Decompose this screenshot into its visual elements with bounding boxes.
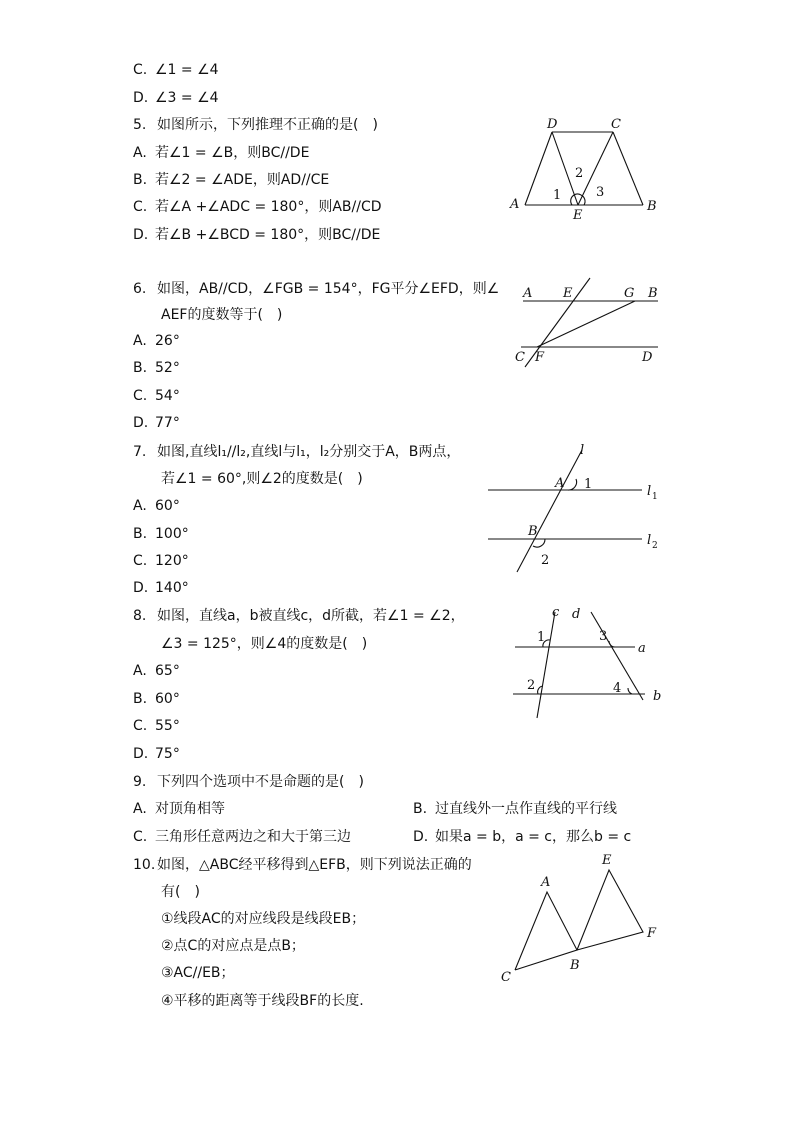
q7-label-l2-sub: 2	[652, 541, 658, 551]
q6-option-b: B. 52°	[133, 360, 180, 376]
q5-option-b: B. 若∠2 = ∠ADE，则AD//CE	[133, 172, 330, 188]
q5-stem: 5. 如图所示，下列推理不正确的是( )	[133, 117, 378, 133]
q8-line-c	[537, 612, 555, 718]
q7-label-l1: l	[647, 484, 652, 499]
q7-option-b: B. 100°	[133, 526, 189, 542]
q7-label-l: l	[580, 443, 585, 458]
q9-option-c: C. 三角形任意两边之和大于第三边	[133, 829, 351, 845]
q7-figure	[482, 440, 672, 580]
q8-option-b: B. 60°	[133, 691, 180, 707]
q8-stem-1: 8. 如图，直线a，b被直线c，d所截，若∠1 = ∠2，	[133, 608, 465, 624]
q6-figure	[505, 272, 665, 372]
q5-angle-1	[571, 195, 574, 205]
q5-option-c: C. 若∠A +∠ADC = 180°，则AB//CD	[133, 199, 382, 215]
q9-stem: 9. 下列四个选项中不是命题的是( )	[133, 774, 364, 790]
q8-angle-4	[628, 688, 632, 694]
q10-label-e: E	[602, 853, 612, 868]
q6-stem-1: 6. 如图，AB//CD，∠FGB = 154°，FG平分∠EFD，则∠	[133, 281, 500, 297]
q5-label-1: 1	[553, 188, 562, 203]
q10-triangle-abc	[515, 892, 577, 970]
q8-label-a: a	[638, 641, 646, 656]
q8-label-4: 4	[613, 681, 622, 696]
q6-option-a: A. 26°	[133, 333, 180, 349]
q8-label-c: c	[552, 605, 560, 620]
q5-angle-2	[574, 194, 581, 195]
q10-label-a: A	[541, 875, 551, 890]
q8-label-d: d	[572, 607, 581, 622]
q10-stem-1: 10. 如图，△ABC经平移得到△EFB，则下列说法正确的	[133, 857, 472, 873]
q6-option-c: C. 54°	[133, 388, 180, 404]
q10-label-f: F	[647, 926, 657, 941]
q9-option-d: D. 如果a = b，a = c，那么b = c	[413, 829, 632, 845]
q8-label-1: 1	[537, 630, 546, 645]
q10-figure	[495, 848, 670, 988]
q7-option-a: A. 60°	[133, 498, 180, 514]
q10-item-4: ④平移的距离等于线段BF的长度.	[161, 993, 364, 1009]
q8-label-3: 3	[599, 629, 608, 644]
q8-option-c: C. 55°	[133, 718, 180, 734]
q8-label-b: b	[653, 689, 662, 704]
q4-option-d: D. ∠3 = ∠4	[133, 90, 219, 106]
q9-option-b: B. 过直线外一点作直线的平行线	[413, 801, 617, 817]
q6-stem-2: AEF的度数等于( )	[161, 307, 283, 323]
q7-label-1: 1	[584, 477, 593, 492]
q6-label-b: B	[648, 286, 658, 301]
q8-angle-3	[609, 641, 615, 647]
q5-option-d: D. 若∠B +∠BCD = 180°，则BC//DE	[133, 227, 381, 243]
q6-label-a: A	[523, 286, 533, 301]
q7-option-c: C. 120°	[133, 553, 189, 569]
q6-label-f: F	[535, 350, 545, 365]
q5-line-cb	[613, 132, 643, 205]
q7-stem-1: 7. 如图,直线l₁//l₂,直线l与l₁，l₂分别交于A，B两点，	[133, 444, 461, 460]
q6-line-fg	[537, 301, 635, 347]
q6-label-e: E	[563, 286, 573, 301]
q7-option-d: D. 140°	[133, 580, 189, 596]
q5-label-d: D	[547, 117, 558, 132]
q5-label-2: 2	[575, 166, 584, 181]
q8-label-2: 2	[527, 678, 536, 693]
q10-label-c: C	[501, 970, 511, 985]
q7-label-b: B	[528, 524, 538, 539]
q10-item-2: ②点C的对应点是点B；	[161, 938, 305, 954]
q8-figure	[505, 602, 670, 722]
q6-option-d: D. 77°	[133, 415, 180, 431]
q7-label-l2: l	[647, 533, 652, 548]
q5-label-b: B	[647, 199, 657, 214]
q8-option-d: D. 75°	[133, 746, 180, 762]
q10-item-3: ③AC//EB；	[161, 965, 235, 981]
q5-label-a: A	[510, 197, 520, 212]
q7-angle-2	[533, 539, 545, 547]
q10-item-1: ①线段AC的对应线段是线段EB；	[161, 911, 366, 927]
q4-option-c: C. ∠1 = ∠4	[133, 62, 219, 78]
q5-label-3: 3	[596, 185, 605, 200]
q5-label-e: E	[573, 208, 583, 222]
q10-label-b: B	[570, 958, 580, 973]
q10-stem-2: 有( )	[161, 884, 200, 900]
q5-figure	[500, 112, 670, 222]
q5-line-ad	[525, 132, 552, 205]
q7-line-l	[517, 450, 582, 572]
q5-label-c: C	[611, 117, 621, 132]
q10-triangle-efb	[577, 870, 643, 950]
q9-option-a: A. 对顶角相等	[133, 801, 225, 817]
q7-label-l1-sub: 1	[652, 492, 658, 502]
q7-label-a: A	[555, 476, 565, 491]
q6-label-d: D	[642, 350, 653, 365]
q8-stem-2: ∠3 = 125°，则∠4的度数是( )	[161, 636, 368, 652]
q8-option-a: A. 65°	[133, 663, 180, 679]
q5-option-a: A. 若∠1 = ∠B，则BC//DE	[133, 145, 310, 161]
q7-label-2: 2	[541, 553, 550, 568]
q6-label-c: C	[515, 350, 525, 365]
q6-label-g: G	[624, 286, 635, 301]
q7-angle-1	[568, 479, 577, 490]
q7-stem-2: 若∠1 = 60°,则∠2的度数是( )	[161, 471, 363, 487]
